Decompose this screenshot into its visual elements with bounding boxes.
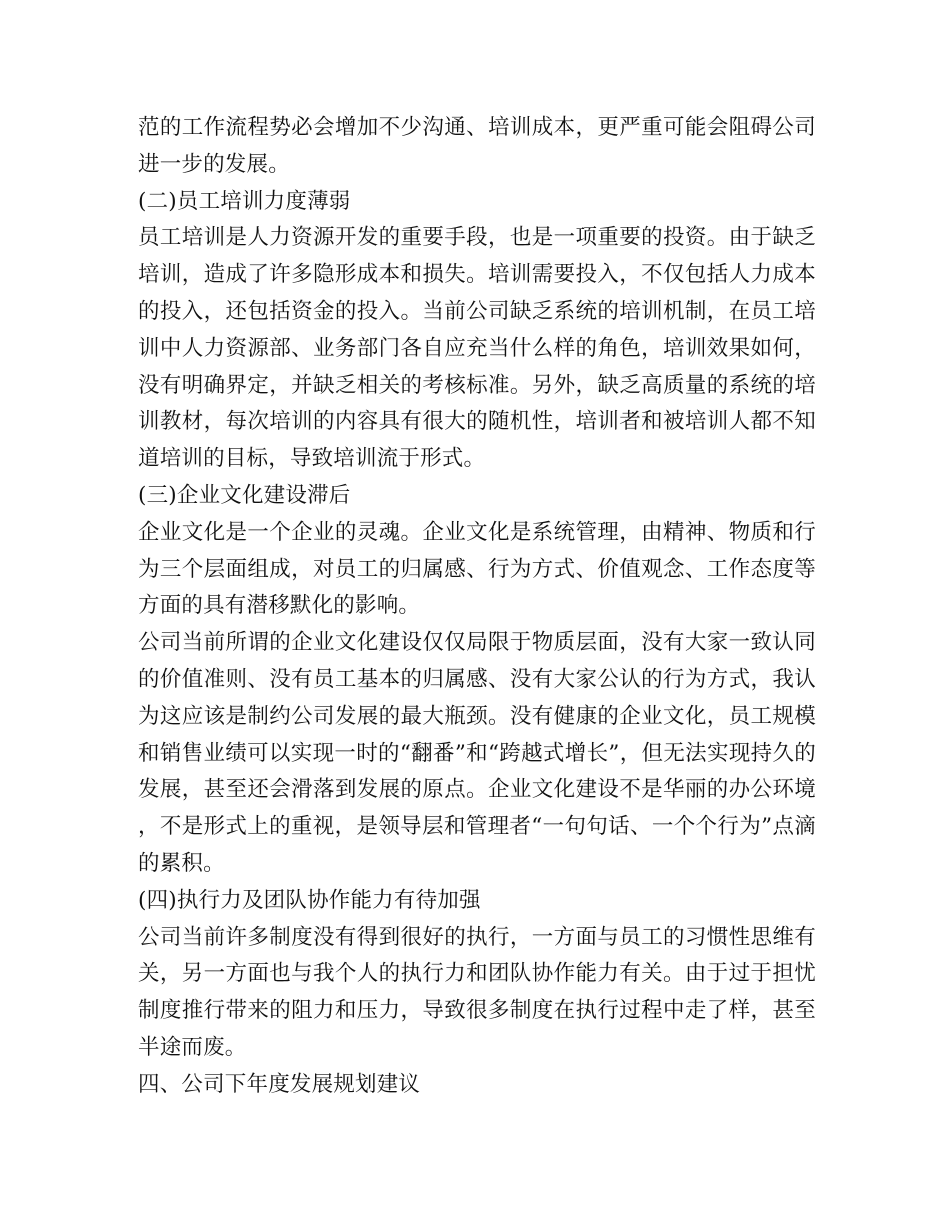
chapter-heading-4: 四、公司下年度发展规划建议 bbox=[138, 1071, 421, 1097]
paragraph-culture-1: 企业文化是一个企业的灵魂。企业文化是系统管理，由精神、物质和行为三个层面组成，对员工的归属感、行为方式、价值观念、工作态度等方面的具有潜移默化的影响。 bbox=[138, 519, 816, 619]
section-heading-2: (二)员工培训力度薄弱 bbox=[138, 188, 351, 214]
paragraph-execution: 公司当前许多制度没有得到很好的执行，一方面与员工的习惯性思维有关，另一方面也与我个人的执行力和团队协作能力有关。由于过于担忧制度推行带来的阻力和压力，导致很多制度在执行过程中走了样，甚至半途而废。 bbox=[138, 924, 816, 1060]
section-heading-4: (四)执行力及团队协作能力有待加强 bbox=[138, 887, 481, 913]
paragraph-continuation: 范的工作流程势必会增加不少沟通、培训成本，更严重可能会阻碍公司进一步的发展。 bbox=[138, 115, 816, 177]
section-heading-3: (三)企业文化建设滞后 bbox=[138, 482, 351, 508]
paragraph-training: 员工培训是人力资源开发的重要手段，也是一项重要的投资。由于缺乏培训，造成了许多隐形成本和损失。培训需要投入，不仅包括人力成本的投入，还包括资金的投入。当前公司缺乏系统的培训机制，在员工培训中人力资源部、业务部门各自应充当什么样的角色，培训效果如何，没有明确界定，并缺乏相关的考核标准。另外，缺乏高质量的系统的培训教材，每次培训的内容具有很大的随机性，培训者和被培训人都不知道培训的目标，导致培训流于形式。 bbox=[138, 225, 816, 472]
document-page bbox=[138, 110, 816, 1104]
paragraph-culture-2: 公司当前所谓的企业文化建设仅仅局限于物质层面，没有大家一致认同的价值准则、没有员工基本的归属感、没有大家公认的行为方式，我认为这应该是制约公司发展的最大瓶颈。没有健康的企业文化，员工规模和销售业绩可以实现一时的“翻番”和“跨越式增长”，但无法实现持久的发展，甚至还会滑落到发展的原点。企业文化建设不是华丽的办公环境，不是形式上的重视，是领导层和管理者“一句句话、一个个行为”点滴的累积。 bbox=[138, 630, 816, 876]
